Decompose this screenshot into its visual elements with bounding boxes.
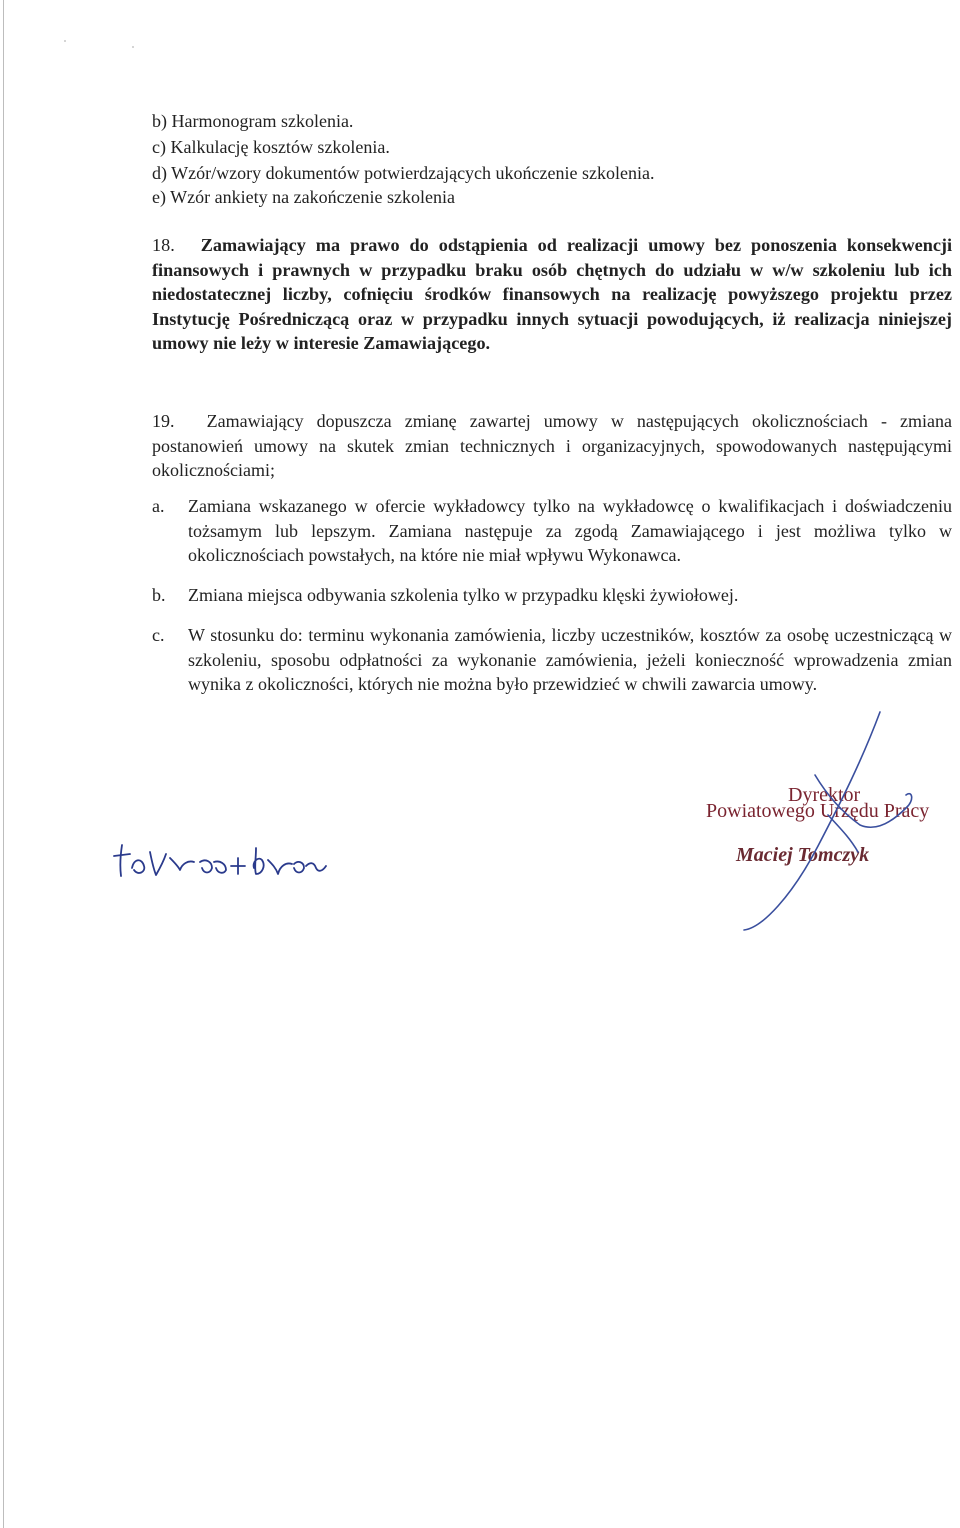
stamp-name: Maciej Tomczyk [736, 844, 870, 866]
item-label: b. [152, 585, 166, 605]
director-signature [744, 712, 912, 930]
list-item-c: c) Kalkulację kosztów szkolenia. [152, 137, 390, 157]
item-label: c. [152, 625, 165, 645]
list-item-e: e) Wzór ankiety na zakończenie szkolenia [152, 187, 456, 207]
section-19-number: 19. [152, 411, 175, 431]
list-item-b: b) Harmonogram szkolenia. [152, 111, 354, 131]
stamp-office: Powiatowego Urzędu Pracy [706, 800, 930, 822]
item-label: a. [152, 496, 165, 516]
section-18-number: 18. [152, 235, 175, 255]
item-text: W stosunku do: terminu wykonania zamówienia, liczby uczestników, kosztów za osobę uczestniczącą w szkoleniu, sposobu odpłatności za wykonanie zamówienia, jeżeli konieczność wprowadzenia zmian wynika z okoliczności, których nie można było przewidzieć w chwili zawarcia umowy. [188, 625, 952, 694]
item-text: Zmiana miejsca odbywania szkolenia tylko w przypadku klęski żywiołowej. [188, 585, 739, 605]
section-18-text: Zamawiający ma prawo do odstąpienia od realizacji umowy bez ponoszenia konsekwencji finansowych i prawnych w przypadku braku osób chętnych do udziału w w/w szkoleniu lub ich niedostatecznej liczby, cofnięciu środków finansowych na realizację powyższego projektu przez Instytucję Pośredniczącą oraz w przypadku innych sytuacji powodujących, iż realizacja niniejszej umowy nie leży w interesie Zamawiającego. [152, 235, 953, 353]
item-text: Zamiana wskazanego w ofercie wykładowcy tylko na wykładowcę o kwalifikacjach i doświadczeniu tożsamym lub lepszym. Zamiana następuje za zgodą Zamawiającego i jest możliwa tylko w okolicznościach powstałych, na które nie miał wpływu Wykonawca. [188, 496, 952, 565]
stamp-title: Dyrektor [788, 784, 861, 806]
handwritten-note-ink [114, 845, 326, 876]
list-item-d: d) Wzór/wzory dokumentów potwierdzających ukończenie szkolenia. [152, 163, 655, 183]
section-19-text: Zamawiający dopuszcza zmianę zawartej umowy w następujących okolicznościach - zmiana postanowień umowy na skutek zmian technicznych i organizacyjnych, spowodowanych następującymi okolicznościami; [152, 411, 953, 480]
